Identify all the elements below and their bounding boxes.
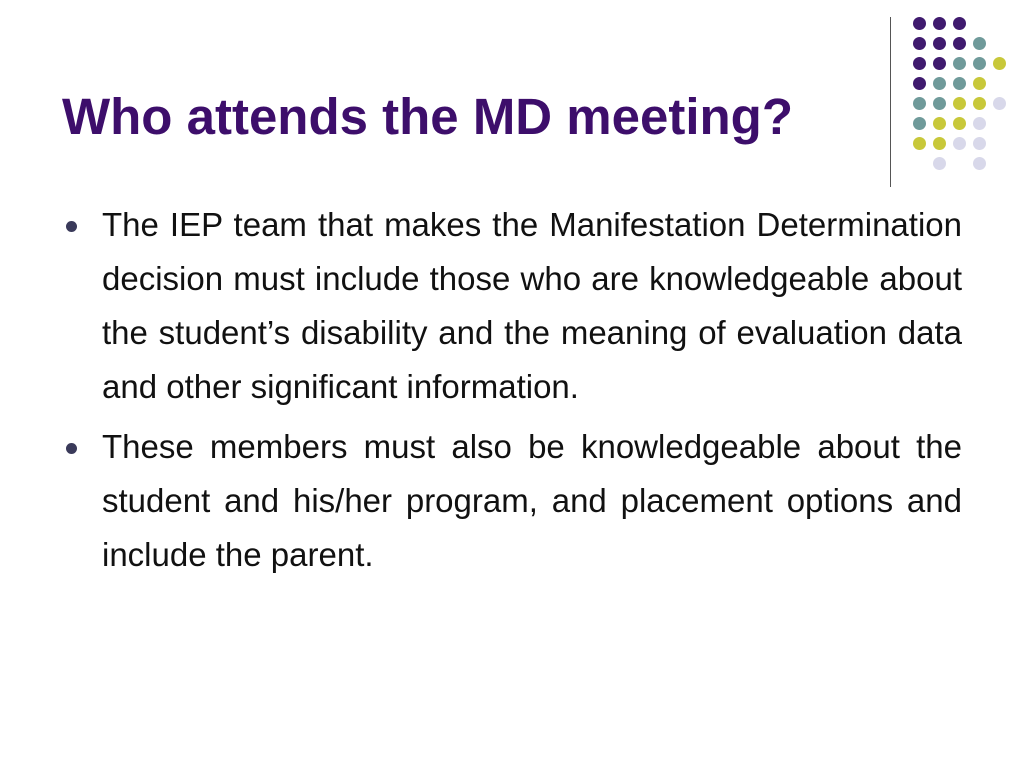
decorative-dot xyxy=(933,17,946,30)
bullet-dot-icon xyxy=(66,443,77,454)
decorative-dot xyxy=(953,117,966,130)
bullet-list xyxy=(64,198,962,588)
decorative-dot xyxy=(953,17,966,30)
decorative-dot xyxy=(933,57,946,70)
decorative-dot xyxy=(993,57,1006,70)
decorative-dot xyxy=(933,157,946,170)
decorative-dot xyxy=(973,57,986,70)
decorative-dot xyxy=(953,37,966,50)
decorative-dot xyxy=(913,77,926,90)
decorative-dot xyxy=(953,57,966,70)
decorative-dot xyxy=(913,117,926,130)
decorative-dot xyxy=(993,97,1006,110)
decorative-dot xyxy=(913,97,926,110)
bullet-text: The IEP team that makes the Manifestation Determination decision must include those who are knowledgeable about the student’s disability and the meaning of evaluation data and other significant information. xyxy=(102,206,962,405)
decorative-dot xyxy=(913,137,926,150)
bullet-text: These members must also be knowledgeable about the student and his/her program, and placement options and include the parent. xyxy=(102,428,962,573)
decorative-dot xyxy=(953,97,966,110)
decorative-dot xyxy=(973,137,986,150)
decorative-dot-grid xyxy=(0,0,1024,200)
decorative-dot xyxy=(933,117,946,130)
bullet-dot-icon xyxy=(66,221,77,232)
decorative-dot xyxy=(933,37,946,50)
decorative-dot xyxy=(973,37,986,50)
decorative-dot xyxy=(973,77,986,90)
bullet-item xyxy=(64,198,962,414)
decorative-dot xyxy=(913,17,926,30)
decorative-dot xyxy=(973,157,986,170)
decorative-dot xyxy=(933,137,946,150)
decorative-dot xyxy=(973,117,986,130)
decorative-dot xyxy=(953,77,966,90)
decorative-dot xyxy=(933,77,946,90)
decorative-dot xyxy=(913,37,926,50)
decorative-dot xyxy=(973,97,986,110)
bullet-item xyxy=(64,420,962,582)
slide-title: Who attends the MD meeting? xyxy=(62,88,793,145)
decorative-dot xyxy=(933,97,946,110)
decorative-dot xyxy=(953,137,966,150)
decorative-dot xyxy=(913,57,926,70)
